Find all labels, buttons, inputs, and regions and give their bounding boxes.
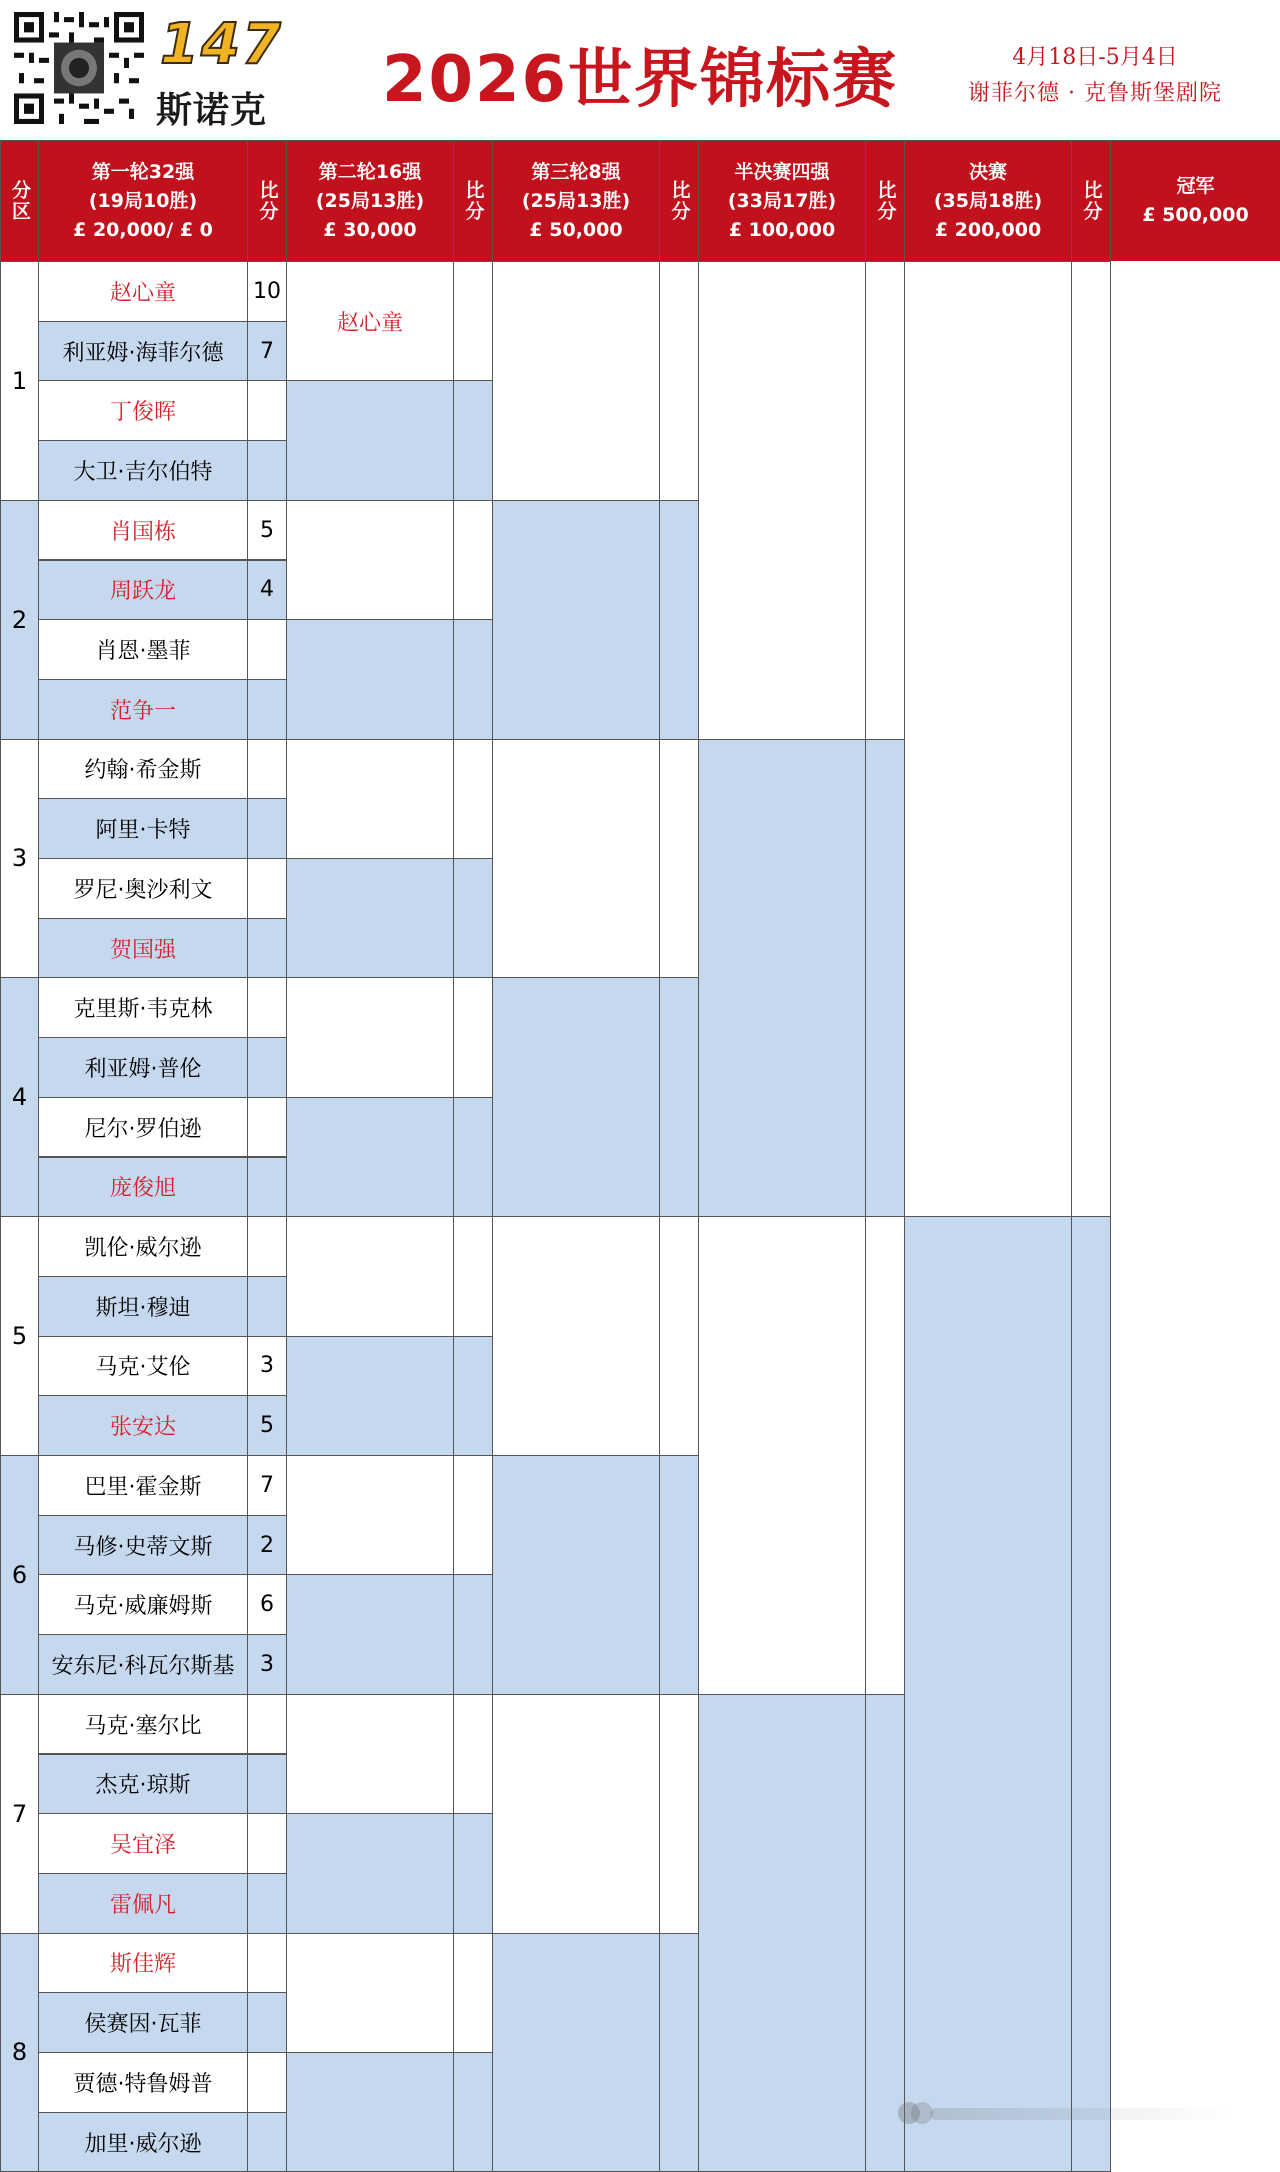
round2-score (453, 858, 493, 978)
round1-score: 3 (247, 1634, 287, 1695)
round3-player (492, 261, 660, 501)
round1-score (247, 440, 287, 501)
header-final (904, 140, 1072, 262)
round1-player: 安东尼·科瓦尔斯基 (38, 1634, 248, 1695)
header-semi-line: 半决赛四强 (734, 160, 830, 183)
zone-label: 8 (0, 1933, 39, 2172)
round2-player: 赵心童 (286, 261, 454, 381)
semi-score (865, 261, 905, 740)
header-final-line: (35局18胜) (933, 189, 1043, 212)
round2-player (286, 500, 454, 620)
round1-score (247, 2052, 287, 2113)
round1-player: 斯佳辉 (38, 1933, 248, 1994)
round1-score (247, 918, 287, 979)
header-final-line: £ 200,000 (934, 218, 1042, 241)
logo-name: 斯诺克 (156, 90, 268, 131)
round3-player (492, 1933, 660, 2172)
header-round3-line: 第三轮8强 (531, 160, 621, 183)
round2-player (286, 739, 454, 859)
round1-player: 尼尔·罗伯逊 (38, 1097, 248, 1158)
round1-player: 丁俊晖 (38, 380, 248, 441)
zone-label: 7 (0, 1694, 39, 1934)
round2-player (286, 1694, 454, 1814)
round2-score (453, 1336, 493, 1456)
round2-score (453, 977, 493, 1097)
header-round2-line: £ 30,000 (323, 218, 417, 241)
round1-player: 肖恩·墨菲 (38, 619, 248, 680)
round3-score (659, 261, 699, 501)
final-score (1071, 1216, 1111, 2172)
event-dates: 4月18日-5月4日 (1012, 45, 1178, 70)
round2-score (453, 1933, 493, 2053)
zone-label: 1 (0, 261, 39, 501)
semi-player (698, 739, 866, 1218)
header-zone: 分区 (0, 140, 39, 262)
round1-player: 肖国栋 (38, 500, 248, 561)
round1-player: 贺国强 (38, 918, 248, 979)
round2-player (286, 1813, 454, 1933)
round3-player (492, 1455, 660, 1695)
header-round1-line: 第一轮32强 (91, 160, 195, 183)
round3-player (492, 977, 660, 1217)
round1-score (247, 977, 287, 1038)
round1-player: 加里·威尔逊 (38, 2112, 248, 2172)
watermark (930, 2108, 1230, 2120)
round2-player (286, 1097, 454, 1217)
round2-score (453, 619, 493, 739)
header-champion (1110, 140, 1280, 262)
final-player (904, 261, 1072, 1217)
round1-score (247, 1276, 287, 1337)
round3-score (659, 977, 699, 1217)
round1-score (247, 679, 287, 740)
zone-label: 4 (0, 977, 39, 1217)
round1-player: 吴宜泽 (38, 1813, 248, 1874)
round2-score (453, 1694, 493, 1814)
header-semi (698, 140, 866, 262)
header-semi-score: 比分 (865, 140, 905, 262)
semi-player (698, 1694, 866, 2172)
round1-score (247, 1813, 287, 1874)
round1-player: 贾德·特鲁姆普 (38, 2052, 248, 2113)
event-venue: 谢菲尔德 · 克鲁斯堡剧院 (968, 81, 1222, 106)
draw-bracket-table (0, 140, 1280, 2171)
round1-player: 阿里·卡特 (38, 798, 248, 859)
round1-score: 3 (247, 1336, 287, 1397)
round3-score (659, 500, 699, 740)
round1-score (247, 380, 287, 441)
round1-score: 6 (247, 1574, 287, 1635)
header-round1-line: (19局10胜) (88, 189, 198, 212)
round1-player: 马修·史蒂文斯 (38, 1515, 248, 1576)
qr-code-icon (14, 12, 144, 124)
round2-score (453, 1216, 493, 1336)
round1-player: 约翰·希金斯 (38, 739, 248, 800)
page-header (0, 0, 1280, 140)
header-champion-line: 冠军 (1176, 175, 1215, 197)
round1-score (247, 1694, 287, 1755)
header-round1 (38, 140, 248, 262)
round1-player: 罗尼·奥沙利文 (38, 858, 248, 919)
header-round3-score: 比分 (659, 140, 699, 262)
round1-player: 利亚姆·海菲尔德 (38, 321, 248, 382)
round1-player: 赵心童 (38, 261, 248, 322)
header-champion-line: £ 500,000 (1142, 204, 1249, 226)
round1-score: 5 (247, 500, 287, 561)
round2-player (286, 858, 454, 978)
round1-player: 雷佩凡 (38, 1873, 248, 1934)
round3-score (659, 1216, 699, 1456)
round2-player (286, 1336, 454, 1456)
semi-score (865, 739, 905, 1218)
round1-score (247, 1992, 287, 2053)
semi-player (698, 261, 866, 740)
header-semi-line: (33局17胜) (727, 189, 837, 212)
round2-score (453, 1574, 493, 1694)
round1-score (247, 2112, 287, 2172)
header-final-line: 决赛 (968, 160, 1007, 183)
round1-score: 4 (247, 560, 287, 621)
round3-score (659, 1455, 699, 1695)
final-score (1071, 261, 1111, 1217)
header-round1-line: £ 20,000/ £ 0 (73, 218, 213, 241)
header-round3 (492, 140, 660, 262)
semi-player (698, 1216, 866, 1695)
round1-score (247, 619, 287, 680)
round3-score (659, 1933, 699, 2172)
round2-player (286, 2052, 454, 2172)
zone-label: 3 (0, 739, 39, 979)
round3-player (492, 1216, 660, 1456)
round1-player: 庞俊旭 (38, 1157, 248, 1218)
round1-player: 克里斯·韦克林 (38, 977, 248, 1038)
header-round3-line: (25局13胜) (521, 189, 631, 212)
round1-player: 利亚姆·普伦 (38, 1037, 248, 1098)
header-semi-line: £ 100,000 (728, 218, 836, 241)
round1-player: 马克·艾伦 (38, 1336, 248, 1397)
round1-player: 马克·威廉姆斯 (38, 1574, 248, 1635)
zone-label: 2 (0, 500, 39, 740)
round1-score (247, 798, 287, 859)
round1-score: 7 (247, 1455, 287, 1516)
round1-player: 大卫·吉尔伯特 (38, 440, 248, 501)
round1-score: 7 (247, 321, 287, 382)
round2-player (286, 1574, 454, 1694)
round2-player (286, 1933, 454, 2053)
header-round1-score: 比分 (247, 140, 287, 262)
round2-player (286, 619, 454, 739)
round1-score: 2 (247, 1515, 287, 1576)
brand-logo (152, 10, 312, 131)
round2-score (453, 380, 493, 500)
header-round2 (286, 140, 454, 262)
round1-player: 范争一 (38, 679, 248, 740)
round2-score (453, 1097, 493, 1217)
logo-number: 147 (160, 12, 283, 77)
round2-player (286, 1216, 454, 1336)
round1-score (247, 1037, 287, 1098)
header-final-score: 比分 (1071, 140, 1111, 262)
header-round2-line: 第二轮16强 (318, 160, 422, 183)
semi-score (865, 1216, 905, 1695)
round2-score (453, 500, 493, 620)
final-player (904, 1216, 1072, 2172)
round1-score: 5 (247, 1395, 287, 1456)
round2-score (453, 1813, 493, 1933)
round1-score (247, 1216, 287, 1277)
round1-score: 10 (247, 261, 287, 322)
round3-score (659, 739, 699, 979)
zone-label: 6 (0, 1455, 39, 1695)
round2-player (286, 1455, 454, 1575)
champion-cell (1110, 261, 1280, 2171)
page-title: 2026世界锦标赛 (381, 43, 899, 117)
round2-score (453, 261, 493, 381)
header-round2-score: 比分 (453, 140, 493, 262)
round2-player (286, 977, 454, 1097)
round1-score (247, 1097, 287, 1158)
round3-player (492, 1694, 660, 1934)
round1-player: 侯赛因·瓦菲 (38, 1992, 248, 2053)
round1-score (247, 1873, 287, 1934)
round1-player: 马克·塞尔比 (38, 1694, 248, 1755)
round1-score (247, 858, 287, 919)
round1-player: 周跃龙 (38, 560, 248, 621)
round1-player: 巴里·霍金斯 (38, 1455, 248, 1516)
round2-score (453, 2052, 493, 2172)
round3-player (492, 739, 660, 979)
round3-player (492, 500, 660, 740)
round1-player: 斯坦·穆迪 (38, 1276, 248, 1337)
round1-score (247, 1754, 287, 1815)
round2-score (453, 1455, 493, 1575)
round2-score (453, 739, 493, 859)
header-round3-line: £ 50,000 (529, 218, 623, 241)
round1-score (247, 739, 287, 800)
round3-score (659, 1694, 699, 1934)
round1-score (247, 1933, 287, 1994)
header-round2-line: (25局13胜) (315, 189, 425, 212)
round1-player: 杰克·琼斯 (38, 1754, 248, 1815)
round1-player: 张安达 (38, 1395, 248, 1456)
round1-player: 凯伦·威尔逊 (38, 1216, 248, 1277)
zone-label: 5 (0, 1216, 39, 1456)
round1-score (247, 1157, 287, 1218)
round2-player (286, 380, 454, 500)
